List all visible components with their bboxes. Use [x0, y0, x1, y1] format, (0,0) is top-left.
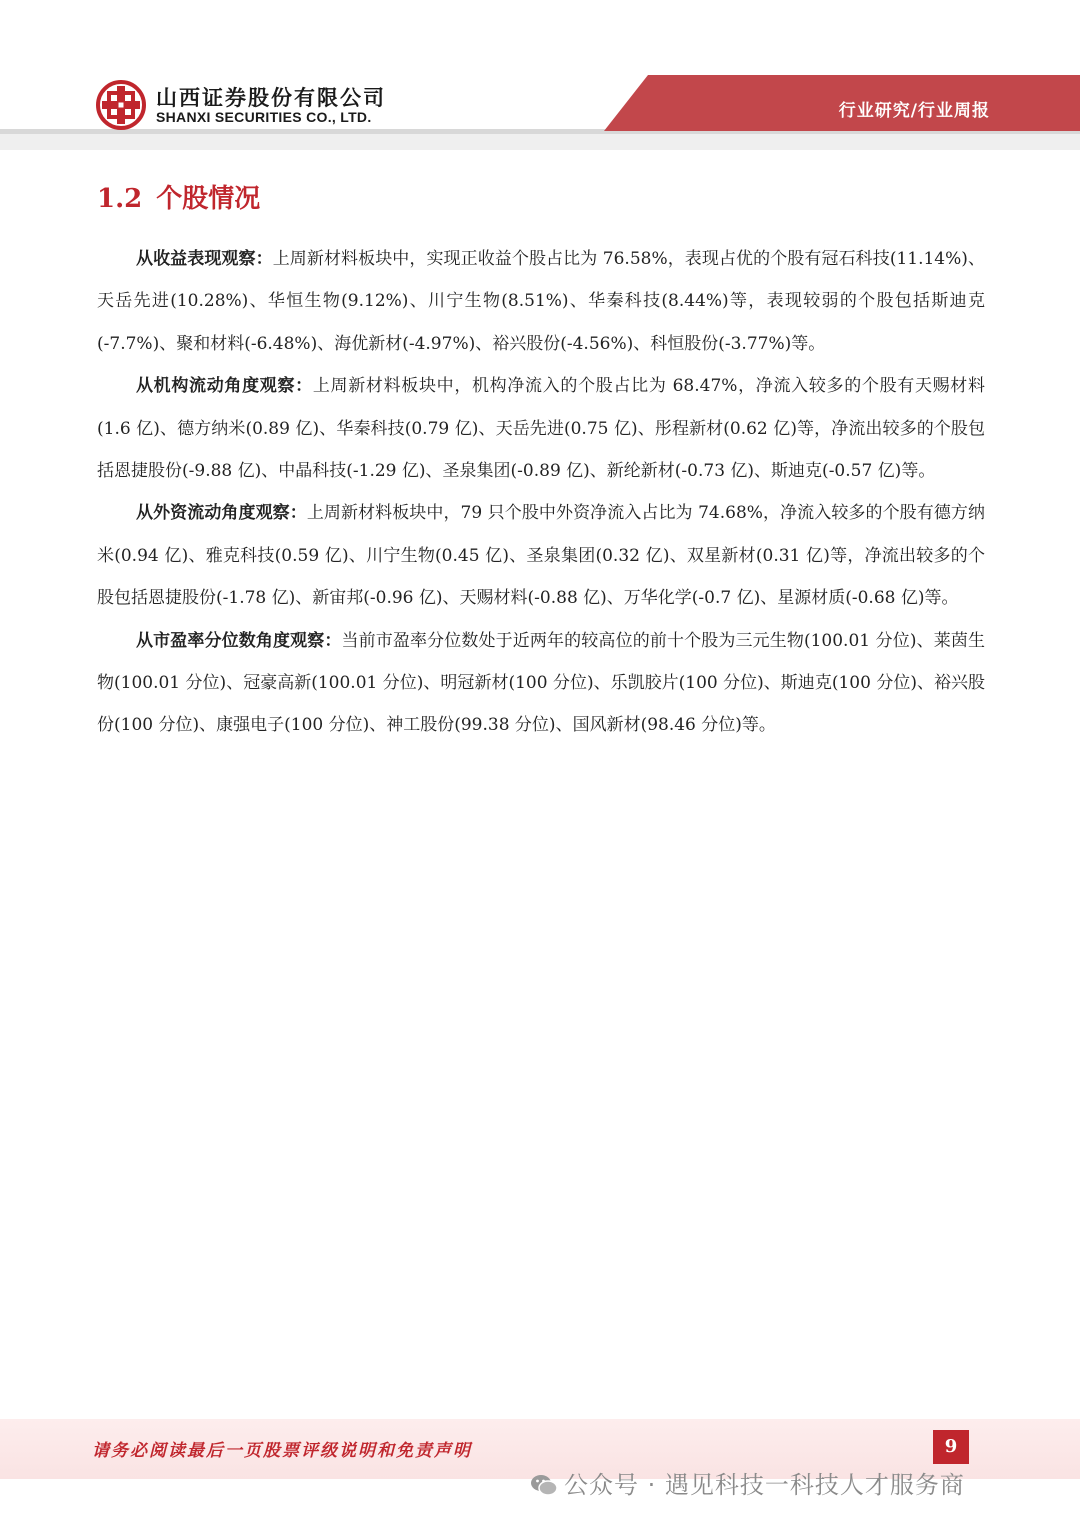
paragraph-lead: 从收益表现观察： — [136, 249, 273, 269]
page-number: 9 — [933, 1430, 969, 1464]
wechat-watermark — [530, 1466, 965, 1504]
section-number: 1.2 — [97, 184, 143, 214]
paragraph-pe-percentile — [97, 620, 985, 747]
paragraph-lead: 从机构流动角度观察： — [136, 376, 313, 397]
company-name-en: SHANXI SECURITIES CO., LTD. — [156, 109, 372, 125]
company-name-cn: 山西证券股份有限公司 — [156, 86, 386, 110]
page-header — [0, 0, 1080, 150]
watermark-text: 公众号 · 遇见科技一科技人才服务商 — [564, 1471, 965, 1499]
section-title: 个股情况 — [156, 184, 261, 214]
main-content — [97, 238, 985, 747]
paragraph-text: 上周新材料板块中，实现正收益个股占比为 76.58%，表现占优的个股有冠石科技(11.14%)、天岳先进(10.28%)、华恒生物(9.12%)、川宁生物(8.51%)、华秦科技(8.44%)等，表现较弱的个股包括斯迪克(-7.7%)、聚和材料(-6.48%)、海优新材(-4.97%)、裕兴股份(-4.56%)、科恒股份(-3.77%)等。 — [97, 249, 985, 354]
wechat-icon — [530, 1473, 558, 1497]
shanxi-securities-logo-icon — [96, 80, 146, 130]
paragraph-institutional-flow — [97, 365, 985, 492]
report-type-label: 行业研究/行业周报 — [838, 101, 990, 121]
paragraph-text: 当前市盈率分位数处于近两年的较高位的前十个股为三元生物(100.01 分位)、莱茵生物(100.01 分位)、冠豪高新(100.01 分位)、明冠新材(100 分位)、乐凯胶片(100 分位)、斯迪克(100 分位)、裕兴股份(100 分位)、康强电子(100 分位)、神工股份(99.38 分位)、国风新材(98.46 分位)等。 — [97, 630, 986, 736]
paragraph-text: 上周新材料板块中，79 只个股中外资净流入占比为 74.68%，净流入较多的个股有德方纳米(0.94 亿)、雅克科技(0.59 亿)、川宁生物(0.45 亿)、圣泉集团(0.32 亿)、双星新材(0.31 亿)等，净流出较多的个股包括恩捷股份(-1.78 亿)、新宙邦(-0.96 亿)、天赐材料(-0.88 亿)、万华化学(-0.7 亿)、星源材质(-0.68 亿)等。 — [97, 503, 985, 609]
paragraph-lead: 从市盈率分位数角度观察： — [136, 630, 342, 651]
paragraph-foreign-flow — [97, 492, 985, 619]
disclaimer-link[interactable]: 请务必阅读最后一页股票评级说明和免责声明 — [92, 1441, 472, 1461]
paragraph-lead: 从外资流动角度观察： — [136, 503, 307, 524]
paragraph-returns — [97, 238, 985, 365]
paragraph-text: 上周新材料板块中，机构净流入的个股占比为 68.47%，净流入较多的个股有天赐材料(1.6 亿)、德方纳米(0.89 亿)、华秦科技(0.79 亿)、天岳先进(0.75 亿)、彤程新材(0.62 亿)等，净流出较多的个股包括恩捷股份(-9.88 亿)、中晶科技(-1.29 亿)、圣泉集团(-0.89 亿)、新纶新材(-0.73 亿)、斯迪克(-0.57 亿)等。 — [97, 376, 985, 482]
section-heading — [97, 178, 260, 215]
